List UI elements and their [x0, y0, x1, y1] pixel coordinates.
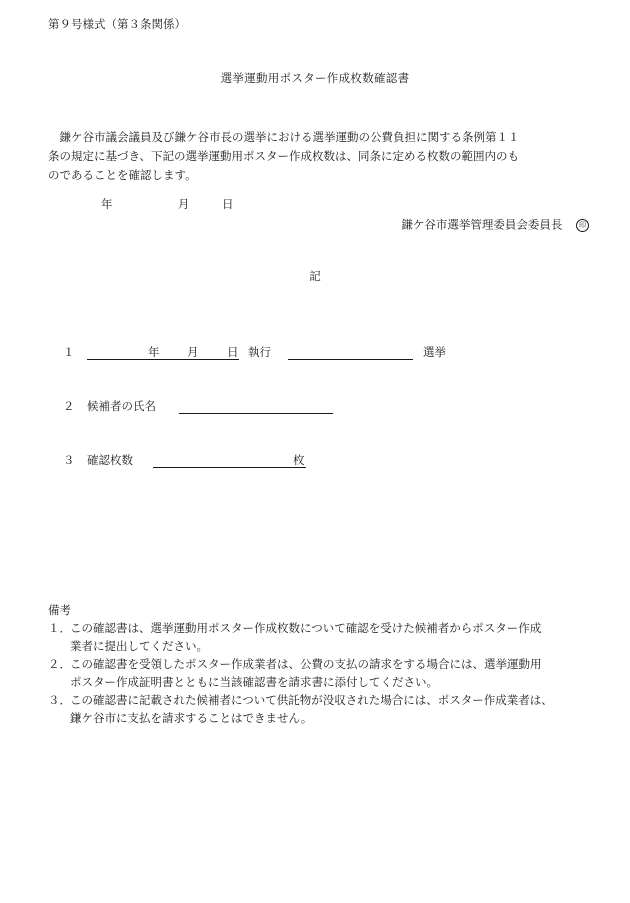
issuer [401, 219, 589, 232]
date-year-label: 年 [101, 197, 113, 211]
remarks-heading: 備考 [48, 603, 71, 617]
item-3-number: ３ [63, 453, 75, 467]
ki-heading: 記 [309, 269, 321, 283]
remark-1-line-2: 業者に提出してください。 [70, 639, 208, 653]
remark-3-line-2: 鎌ケ谷市に支払を請求することはできません。 [70, 711, 313, 725]
remark-2-line-2: ポスター作成証明書とともに当該確認書を請求書に添付してください。 [70, 675, 438, 689]
intro-line-2: 条の規定に基づき、下記の選挙運動用ポスター作成枚数は、同条に定める枚数の範囲内のも [48, 149, 520, 163]
form-number: 第９号様式（第３条関係） [48, 17, 186, 31]
intro-line-1: 鎌ケ谷市議会議員及び鎌ケ谷市長の選挙における選挙運動の公費負担に関する条例第１１ [48, 130, 520, 144]
remark-3-line-1: この確認書に記載された候補者について供託物が没収された場合には、ポスター作成業者は、 [70, 693, 553, 707]
intro-paragraph [48, 128, 596, 185]
remark-1 [48, 623, 608, 659]
election-year-label: 年 [148, 345, 160, 359]
election-month-label: 月 [187, 345, 199, 359]
count-unit: 枚 [293, 453, 305, 467]
item-2-number: ２ [63, 399, 75, 413]
date-day-label: 日 [221, 197, 234, 211]
election-day-label: 日 [227, 345, 239, 359]
issue-date [101, 199, 233, 211]
seal-mark: 印 [576, 219, 589, 232]
count-line[interactable] [153, 453, 306, 468]
issuer-name: 鎌ケ谷市選挙管理委員会委員長 [401, 217, 563, 232]
executed-label: 執行 [248, 345, 271, 359]
date-month-label: 月 [177, 197, 190, 211]
count-label: 確認枚数 [87, 453, 133, 467]
document-title: 選挙運動用ポスター作成枚数確認書 [220, 71, 410, 85]
election-suffix: 選挙 [423, 345, 446, 359]
item-1-number: １ [63, 345, 75, 359]
remark-1-number: １． [48, 621, 71, 635]
remark-1-line-1: この確認書は、選挙運動用ポスター作成枚数について確認を受けた候補者からポスター作成 [70, 621, 542, 635]
remark-2-number: ２． [48, 657, 71, 671]
remark-3 [48, 695, 608, 731]
candidate-name-label: 候補者の氏名 [87, 399, 156, 413]
remark-2-line-1: この確認書を受領したポスター作成業者は、公費の支払の請求をする場合には、選挙運動用 [70, 657, 542, 671]
election-date-line[interactable] [87, 345, 239, 360]
remark-3-number: ３． [48, 693, 71, 707]
candidate-name-line[interactable] [179, 399, 333, 414]
election-name-line[interactable] [288, 345, 413, 360]
remark-2 [48, 659, 608, 695]
intro-line-3: のであることを確認します。 [48, 168, 197, 182]
